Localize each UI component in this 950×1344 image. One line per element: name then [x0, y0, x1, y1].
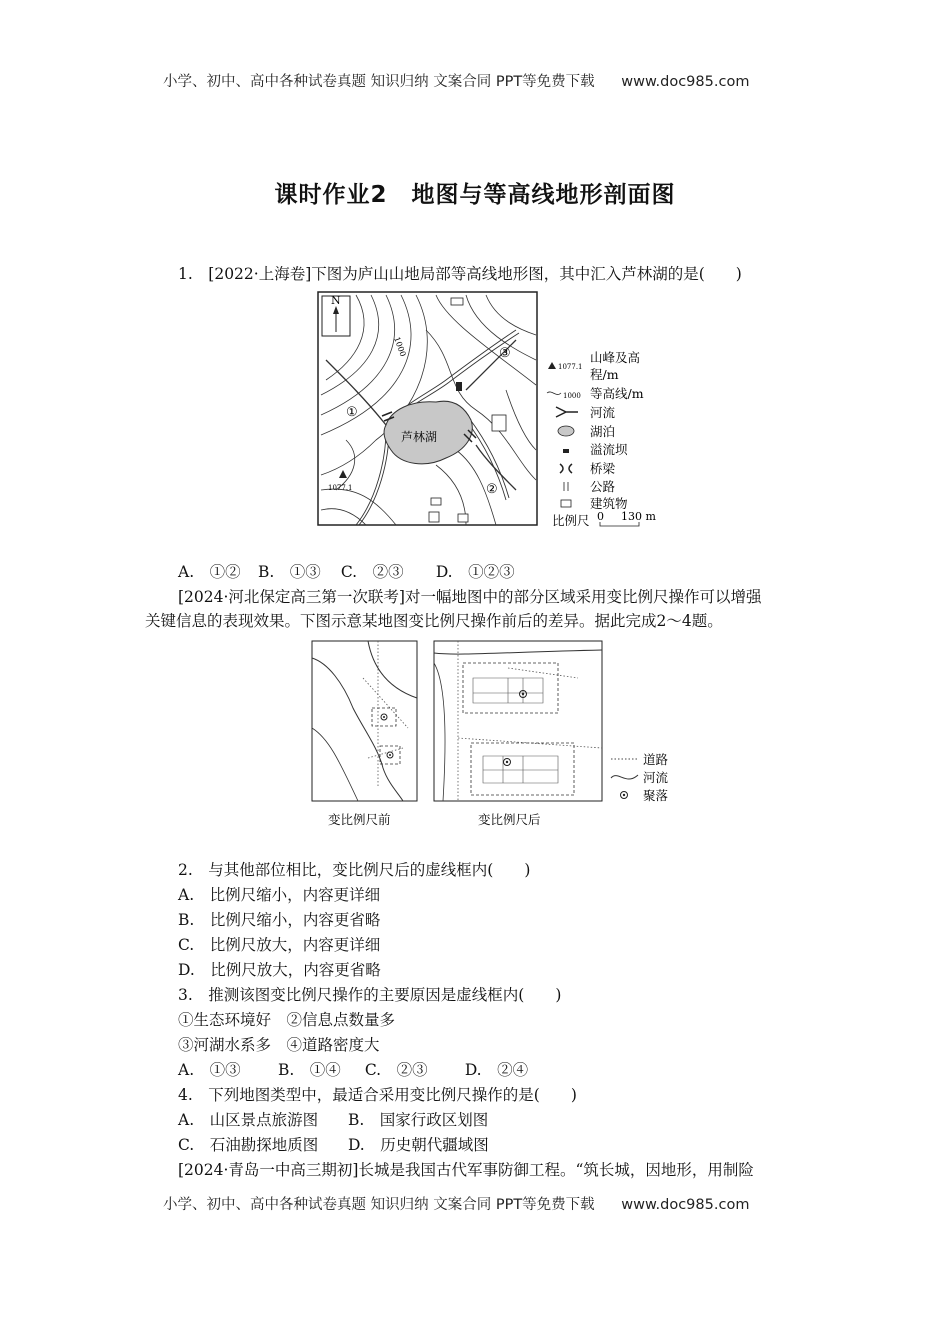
q4-option-d[interactable]: D. 历史朝代疆域图 [347, 1136, 489, 1154]
page-header [163, 70, 749, 91]
label-after: 变比例尺后 [478, 812, 541, 827]
q4-options-row-1 [178, 1108, 488, 1132]
marker-1: ① [346, 405, 358, 420]
marker-2: ② [486, 482, 498, 497]
legend-contour: 等高线/m [590, 386, 644, 401]
marker-3: ③ [499, 346, 511, 361]
q2-option-a[interactable]: A. 比例尺缩小，内容更详细 [178, 886, 381, 904]
building-icon [458, 514, 468, 522]
legend-peak-icon [548, 362, 556, 369]
q3-stem: 3. 推测该图变比例尺操作的主要原因是虚线框内( ) [178, 986, 562, 1004]
q4-option-c[interactable]: C. 石油勘探地质图 [178, 1136, 319, 1154]
header-url[interactable]: www.doc985.com [621, 74, 750, 90]
map-legend [547, 350, 656, 528]
dam-icon [456, 382, 462, 391]
q1-options [178, 560, 515, 584]
q4-option-b[interactable]: B. 国家行政区划图 [347, 1111, 489, 1129]
building-icon [451, 298, 463, 305]
q1-option-a[interactable]: A. ①② [178, 563, 241, 581]
legend-peak: 山峰及高 [590, 350, 641, 365]
legend-building: 建筑物 [590, 496, 628, 511]
page-footer [163, 1193, 749, 1214]
legend-village: 聚落 [643, 788, 669, 803]
q3-option-a[interactable]: A. ①③ [178, 1061, 241, 1079]
legend-scale: 比例尺 [552, 513, 590, 528]
legend-road: 公路 [590, 479, 616, 494]
peak-elevation: 1077.1 [328, 484, 353, 492]
q1-option-c[interactable]: C. ②③ [340, 563, 404, 581]
legend-dam: 溢流坝 [590, 442, 628, 457]
page-title: 课时作业2 地图与等高线地形剖面图 [274, 182, 676, 208]
legend-building-icon [561, 500, 571, 507]
footer-url[interactable]: www.doc985.com [621, 1197, 750, 1213]
before-panel [312, 641, 417, 801]
footer-text: 小学、初中、高中各种试卷真题 知识归纳 文案合同 PPT等免费下载 [163, 1197, 595, 1213]
q2-option-c[interactable]: C. 比例尺放大，内容更详细 [178, 936, 381, 954]
label-before: 变比例尺前 [328, 812, 391, 827]
legend-lake: 湖泊 [590, 424, 616, 439]
q2-stem: 2. 与其他部位相比，变比例尺后的虚线框内( ) [178, 861, 531, 879]
legend-contour-icon [547, 392, 561, 395]
q2-option-b[interactable]: B. 比例尺缩小，内容更省略 [178, 911, 381, 929]
legend-road: 道路 [643, 752, 669, 767]
legend-peak-unit: 程/m [590, 367, 619, 382]
after-panel [434, 641, 602, 801]
q4-stem: 4. 下列地图类型中，最适合采用变比例尺操作的是( ) [178, 1086, 577, 1104]
q1-stem: 1. [2022·上海卷]下图为庐山山地局部等高线地形图，其中汇入芦林湖的是( ) [178, 265, 742, 283]
legend-contour-symbol: 1000 [563, 392, 581, 400]
legend-river-icon [611, 775, 638, 779]
q1-option-b[interactable]: B. ①③ [257, 563, 321, 581]
building-icon [492, 415, 506, 431]
building-icon [429, 512, 439, 522]
legend-peak-symbol: 1077.1 [558, 363, 583, 371]
lake-label: 芦林湖 [401, 430, 438, 444]
legend-lake-icon [558, 426, 574, 436]
intro-line-1: [2024·河北保定高三第一次联考]对一幅地图中的部分区域采用变比例尺操作可以增强 [178, 588, 762, 606]
q4-option-a[interactable]: A. 山区景点旅游图 [178, 1111, 319, 1129]
legend-scale-zero: 0 [597, 510, 604, 523]
header-text: 小学、初中、高中各种试卷真题 知识归纳 文案合同 PPT等免费下载 [163, 74, 595, 90]
q2-option-d[interactable]: D. 比例尺放大，内容更省略 [178, 961, 381, 979]
legend-river: 河流 [643, 770, 669, 785]
lushan-contour-map [316, 290, 666, 530]
intro-line-2: 关键信息的表现效果。下图示意某地图变比例尺操作前后的差异。据此完成2～4题。 [145, 612, 723, 630]
legend-bridge-icon [560, 464, 572, 473]
building-icon [431, 498, 441, 505]
legend-river: 河流 [590, 405, 616, 420]
legend-bridge: 桥梁 [590, 461, 616, 476]
q3-options [178, 1058, 528, 1082]
q5-intro: [2024·青岛一中高三期初]长城是我国古代军事防御工程。“筑长城，因地形，用制险 [178, 1161, 754, 1179]
q3-option-d[interactable]: D. ②④ [464, 1061, 529, 1079]
legend-scale-length: 130 m [621, 510, 656, 523]
north-label: N [331, 294, 341, 307]
q3-option-b[interactable]: B. ①④ [277, 1061, 341, 1079]
q3-option-c[interactable]: C. ②③ [364, 1061, 428, 1079]
q1-option-d[interactable]: D. ①②③ [435, 563, 515, 581]
q4-options-row-2 [178, 1133, 489, 1157]
variable-scale-figure [308, 638, 678, 833]
legend-dam-icon [563, 449, 569, 453]
contour-label-1000: 1000 [392, 335, 408, 358]
q3-items-1: ①生态环境好 ②信息点数量多 [178, 1011, 396, 1029]
q3-items-2: ③河湖水系多 ④道路密度大 [178, 1036, 380, 1054]
legend-river-icon [556, 407, 578, 417]
